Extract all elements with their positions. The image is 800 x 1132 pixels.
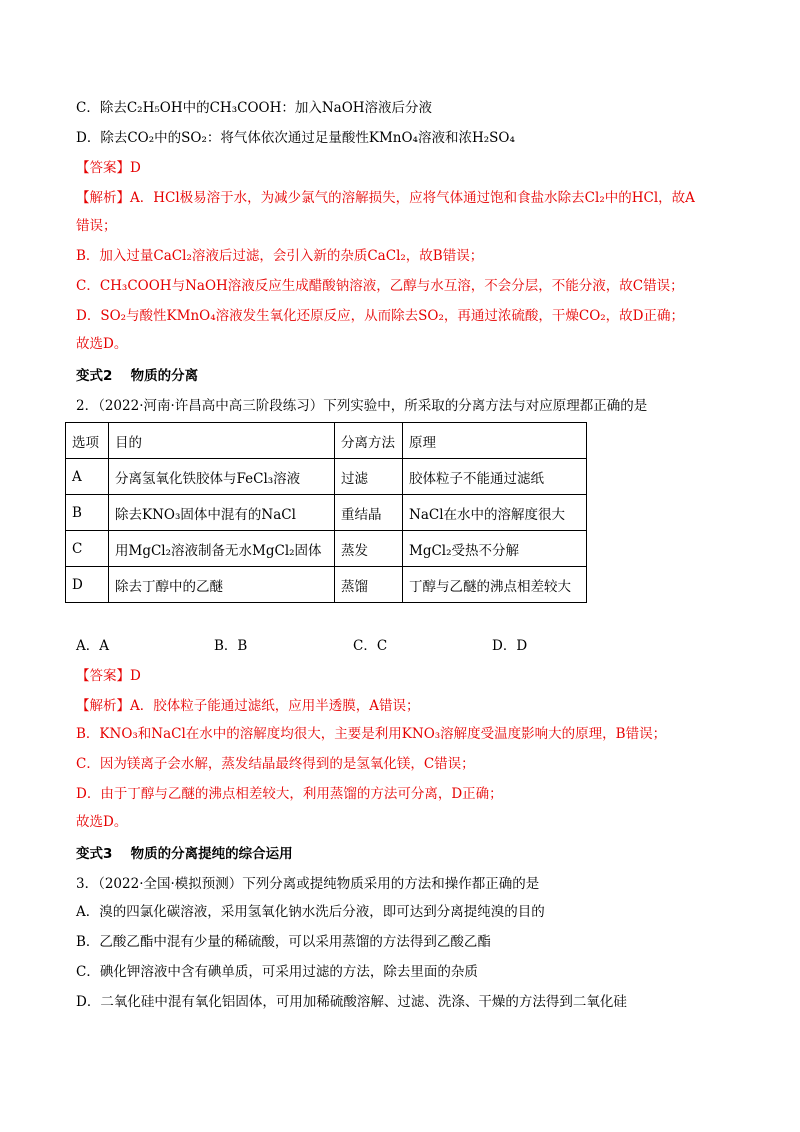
table-header-row — [66, 423, 587, 459]
q1-answer: 【答案】D — [76, 160, 141, 176]
table-cell: A — [66, 459, 109, 495]
q1-analysis-c: C．CH₃COOH与NaOH溶液反应生成醋酸钠溶液，乙醇与水互溶，不会分层，不能分液，故C错误； — [76, 278, 684, 294]
table-header-cell: 分离方法 — [335, 423, 403, 459]
q1-analysis-a-line2: 错误； — [76, 218, 117, 234]
table-header-cell: 选项 — [66, 423, 109, 459]
variant2-answer: 【答案】D — [76, 668, 141, 684]
q1-conclusion: 故选D。 — [76, 336, 128, 352]
table-cell: B — [66, 495, 109, 531]
variant3-heading: 变式3 物质的分离提纯的综合运用 — [76, 846, 293, 862]
table-cell: C — [66, 531, 109, 567]
variant2-analysis-b: B．KNO₃和NaCl在水中的溶解度均很大，主要是利用KNO₃溶解度受温度影响大的原理，B错误； — [76, 726, 667, 742]
table-cell: 分离氢氧化铁胶体与FeCl₃溶液 — [109, 459, 335, 495]
variant2-option-b: B．B — [214, 638, 248, 654]
variant2-analysis-d: D．由于丁醇与乙醚的沸点相差较大，利用蒸馏的方法可分离，D正确； — [76, 786, 503, 802]
variant3-option-b: B．乙酸乙酯中混有少量的稀硫酸，可以采用蒸馏的方法得到乙酸乙酯 — [76, 934, 491, 950]
q1-option-d: D．除去CO₂中的SO₂：将气体依次通过足量酸性KMnO₄溶液和浓H₂SO₄ — [76, 130, 515, 146]
table-cell: D — [66, 567, 109, 603]
variant2-option-d: D．D — [492, 638, 528, 654]
table-header-cell: 目的 — [109, 423, 335, 459]
table-row — [66, 531, 587, 567]
table-cell: 丁醇与乙醚的沸点相差较大 — [403, 567, 587, 603]
variant2-heading: 变式2 物质的分离 — [76, 368, 199, 384]
table-cell: 除去KNO₃固体中混有的NaCl — [109, 495, 335, 531]
table-cell: 蒸馏 — [335, 567, 403, 603]
table-cell: MgCl₂受热不分解 — [403, 531, 587, 567]
table-cell: 过滤 — [335, 459, 403, 495]
variant2-option-c: C．C — [353, 638, 388, 654]
separation-methods-table — [65, 422, 587, 603]
variant3-option-a: A．溴的四氯化碳溶液，采用氢氧化钠水洗后分液，即可达到分离提纯溴的目的 — [76, 904, 545, 920]
table-row — [66, 459, 587, 495]
q1-analysis-b: B．加入过量CaCl₂溶液后过滤，会引入新的杂质CaCl₂，故B错误； — [76, 248, 484, 264]
variant2-analysis-c: C．因为镁离子会水解，蒸发结晶最终得到的是氢氧化镁，C错误； — [76, 756, 475, 772]
table-cell: 用MgCl₂溶液制备无水MgCl₂固体 — [109, 531, 335, 567]
table-cell: 胶体粒子不能通过滤纸 — [403, 459, 587, 495]
q1-analysis-d: D．SO₂与酸性KMnO₄溶液发生氧化还原反应，从而除去SO₂，再通过浓硫酸，干燥CO₂，故D正确； — [76, 308, 684, 324]
table-cell: NaCl在水中的溶解度很大 — [403, 495, 587, 531]
q1-option-c: C．除去C₂H₅OH中的CH₃COOH：加入NaOH溶液后分液 — [76, 100, 433, 116]
table-cell: 除去丁醇中的乙醚 — [109, 567, 335, 603]
q1-analysis-a-line1: 【解析】A．HCl极易溶于水，为减少氯气的溶解损失，应将气体通过饱和食盐水除去Cl₂中的HCl，故A — [76, 190, 695, 206]
variant3-stem: 3．（2022·全国·模拟预测）下列分离或提纯物质采用的方法和操作都正确的是 — [76, 876, 540, 892]
variant3-option-c: C．碘化钾溶液中含有碘单质，可采用过滤的方法，除去里面的杂质 — [76, 964, 478, 980]
variant2-analysis-a: 【解析】A．胶体粒子能通过滤纸，应用半透膜，A错误； — [76, 698, 420, 714]
variant2-conclusion: 故选D。 — [76, 814, 128, 830]
table-header-cell: 原理 — [403, 423, 587, 459]
table-cell: 重结晶 — [335, 495, 403, 531]
variant2-stem: 2．（2022·河南·许昌高中高三阶段练习）下列实验中，所采取的分离方法与对应原理都正确的是 — [76, 398, 648, 414]
table-row — [66, 567, 587, 603]
table-cell: 蒸发 — [335, 531, 403, 567]
table-row — [66, 495, 587, 531]
variant3-option-d: D．二氧化硅中混有氧化铝固体，可用加稀硫酸溶解、过滤、洗涤、干燥的方法得到二氧化硅 — [76, 994, 627, 1010]
variant2-option-a: A．A — [76, 638, 109, 654]
